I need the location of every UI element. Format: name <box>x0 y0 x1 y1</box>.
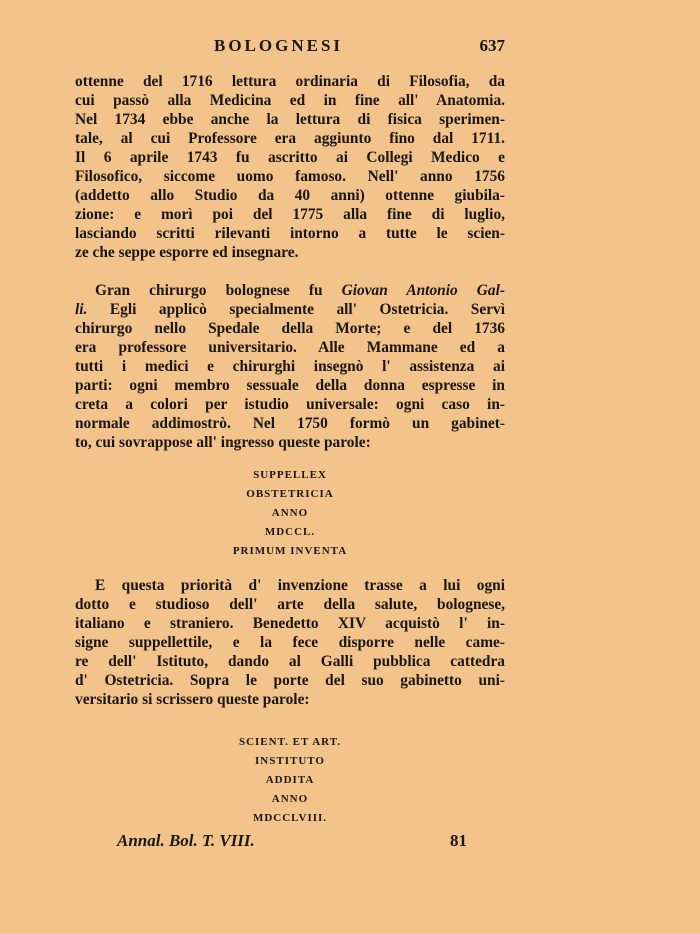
paragraph-1 <box>75 72 505 262</box>
inscription-2 <box>150 733 430 828</box>
text-line: tutti i medici e chirurghi insegnò l' assistenza ai <box>75 358 505 375</box>
inscription-1 <box>150 466 430 561</box>
text-line: ze che seppe esporre ed insegnare. <box>75 244 299 261</box>
running-title: BOLOGNESI <box>214 36 344 55</box>
text-line: chirurgo nello Spedale della Morte; e del 1736 <box>75 320 505 337</box>
inscription-line: OBSTETRICIA <box>246 488 334 500</box>
inscription-line: SCIENT. ET ART. <box>238 736 342 748</box>
inscription-line: MDCCLVIII. <box>252 812 328 824</box>
page-footer <box>117 831 467 853</box>
text-line: Il 6 aprile 1743 fu ascritto ai Collegi Medico e <box>75 149 505 166</box>
text-line: to, cui sovrappose all' ingresso queste parole: <box>75 434 371 451</box>
inscription-line: MDCCL. <box>264 526 316 538</box>
italic-name: li. <box>75 301 88 318</box>
text-line: Nel 1734 ebbe anche la lettura di fisica sperimen- <box>75 111 505 128</box>
text-line: cui passò alla Medicina ed in fine all' Anatomia. <box>75 92 505 109</box>
italic-name: Giovan Antonio Gal- <box>341 282 505 299</box>
text-line: Gran chirurgo bolognese fu Giovan Antonio Gal- <box>95 282 505 299</box>
text-line: dotto e studioso dell' arte della salute, bolognese, <box>75 596 505 613</box>
text-line: italiano e straniero. Benedetto XIV acquistò l' in- <box>75 615 505 632</box>
text-line: lasciando scritti rilevanti intorno a tutte le scien- <box>75 225 505 242</box>
text-line: d' Ostetricia. Sopra le porte del suo gabinetto uni- <box>75 672 505 689</box>
page-number: 637 <box>479 36 505 55</box>
text-line: re dell' Istituto, dando al Galli pubblica cattedra <box>75 653 505 670</box>
inscription-line: INSTITUTO <box>255 755 325 767</box>
text-line: tale, al cui Professore era aggiunto fino dal 1711. <box>75 130 505 147</box>
sheet-number: 81 <box>450 831 467 850</box>
text-line: (addetto allo Studio da 40 anni) ottenne giubila- <box>75 187 505 204</box>
inscription-line: ANNO <box>271 507 309 519</box>
text-line: li. Egli applicò specialmente all' Ostetricia. Servì <box>75 301 505 318</box>
signature-mark: Annal. Bol. T. VIII. <box>117 831 255 850</box>
inscription-line: ANNO <box>271 793 309 805</box>
inscription-line: PRIMUM INVENTA <box>232 545 348 557</box>
inscription-line: ADDITA <box>265 774 315 786</box>
paragraph-3 <box>75 576 505 709</box>
text-line: zione: e morì poi del 1775 alla fine di luglio, <box>75 206 505 223</box>
text-line: normale addimostrò. Nel 1750 formò un gabinet- <box>75 415 505 432</box>
paragraph-2 <box>75 281 505 452</box>
text-line: Filosofico, siccome uomo famoso. Nell' anno 1756 <box>75 168 505 185</box>
text-line: signe suppellettile, e la fece disporre nelle came- <box>75 634 505 651</box>
text-line: versitario si scrissero queste parole: <box>75 691 310 708</box>
text-line: ottenne del 1716 lettura ordinaria di Filosofia, da <box>75 73 505 90</box>
text-line: parti: ogni membro sessuale della donna espresse in <box>75 377 505 394</box>
page-header <box>75 36 505 58</box>
text-line: creta a colori per istudio universale: ogni caso in- <box>75 396 505 413</box>
inscription-line: SUPPELLEX <box>253 469 327 481</box>
text-line: E questa priorità d' invenzione trasse a lui ogni <box>95 577 505 594</box>
text-line: era professore universitario. Alle Mammane ed a <box>75 339 505 356</box>
